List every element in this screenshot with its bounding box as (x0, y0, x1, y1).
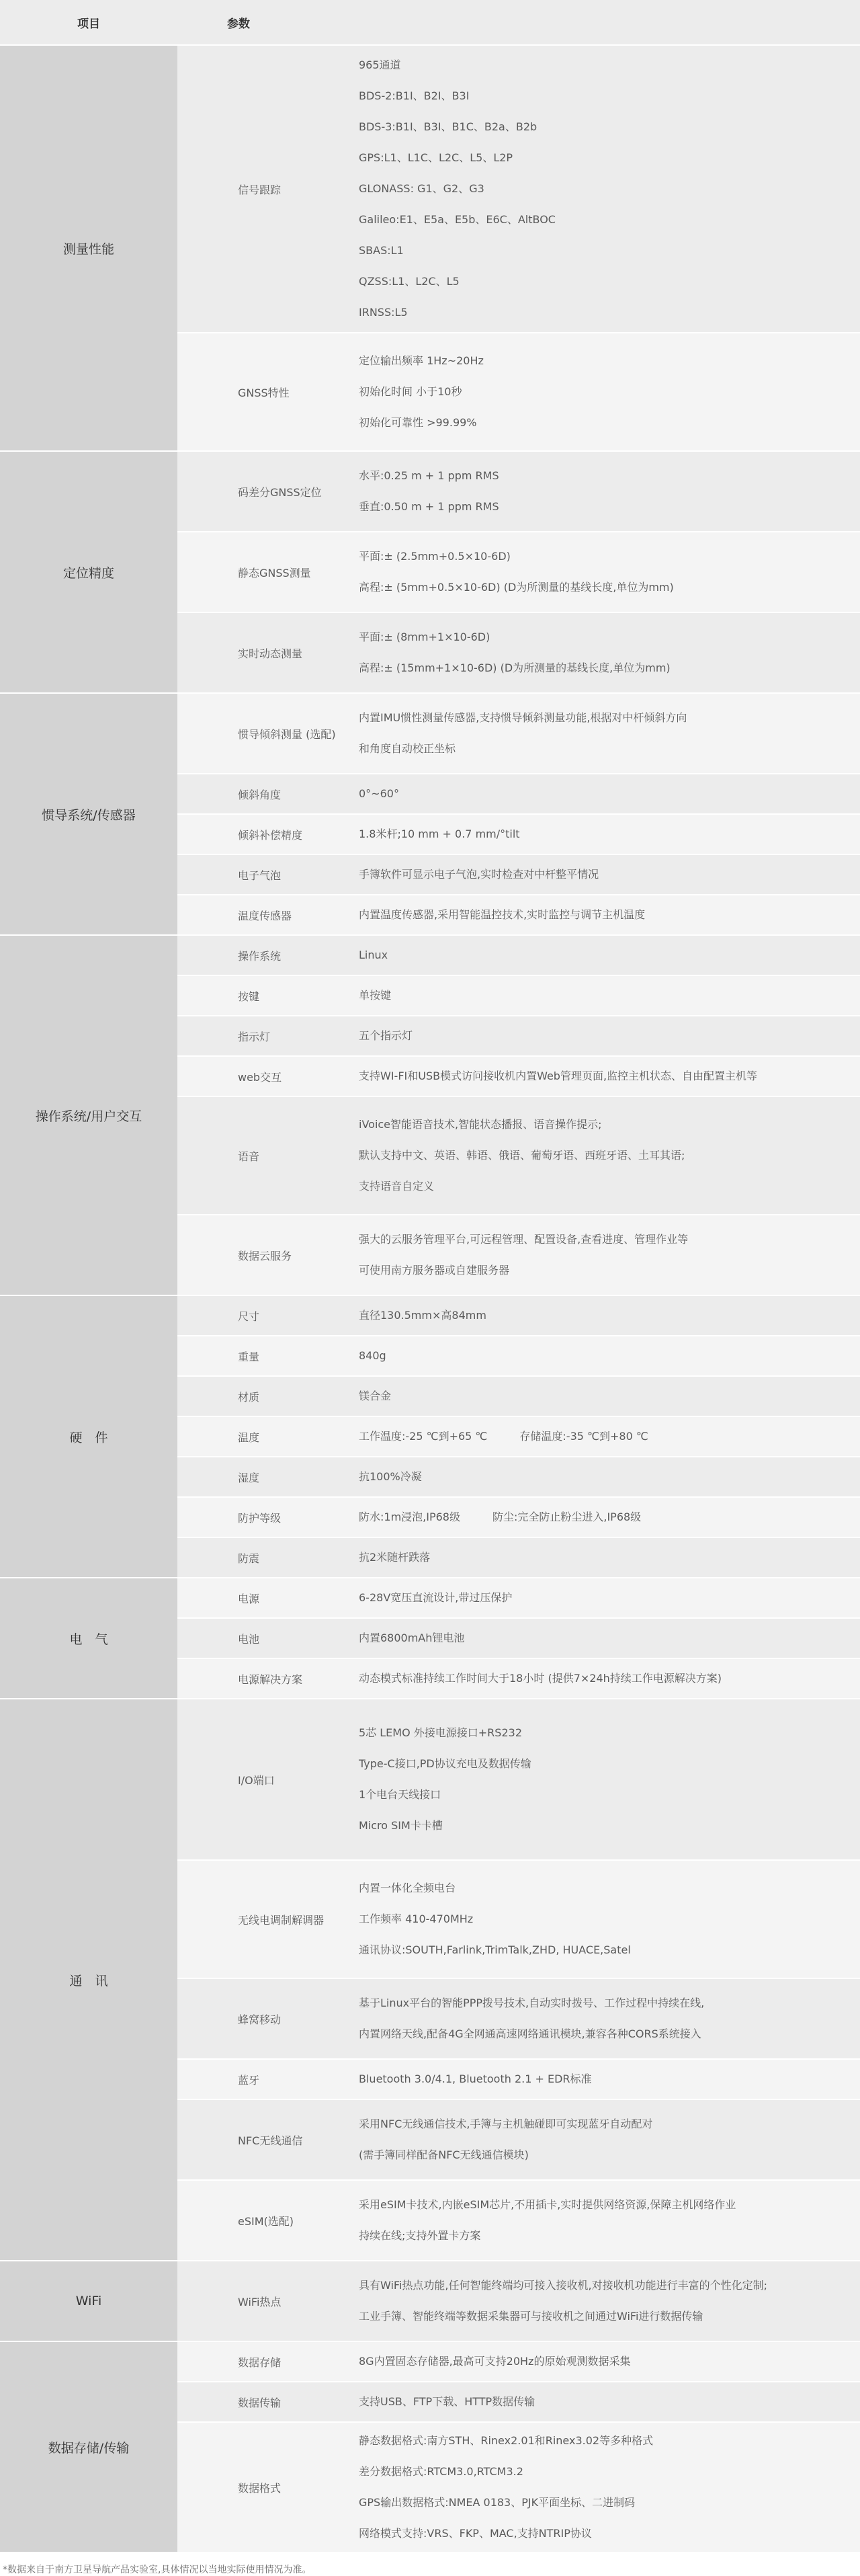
value-line: 工业手簿、智能终端等数据采集器可与接收机之间通过WiFi进行数据传输 (359, 2310, 703, 2323)
value-line: SBAS:L1 (359, 244, 404, 257)
value-line: 抗2米随杆跌落 (359, 1551, 431, 1564)
item-name: 数据云服务 (177, 1215, 355, 1295)
item-name: 数据传输 (177, 2382, 355, 2422)
value-line: 5芯 LEMO 外接电源接口+RS232 (359, 1726, 522, 1739)
value-line: 差分数据格式:RTCM3.0,RTCM3.2 (359, 2465, 523, 2478)
category-cell: 惯导系统/传感器 (0, 693, 177, 935)
category-cell: 通 讯 (0, 1699, 177, 2261)
item-value (355, 333, 860, 451)
item-name: 电源 (177, 1578, 355, 1618)
value-line: Bluetooth 3.0/4.1, Bluetooth 2.1 + EDR标准 (359, 2072, 592, 2085)
value-line: 0°~60° (359, 787, 399, 800)
item-name: 湿度 (177, 1457, 355, 1497)
item-value (355, 2180, 860, 2261)
value-line: 内置一体化全频电台 (359, 1882, 456, 1894)
item-value (355, 1658, 860, 1699)
item-value (355, 1016, 860, 1056)
value-line: Galileo:E1、E5a、E5b、E6C、AltBOC (359, 213, 556, 226)
item-value (355, 814, 860, 854)
value-line: 支持WI-FI和USB模式访问接收机内置Web管理页面,监控主机状态、自由配置主机等 (359, 1070, 758, 1082)
table-header-row (0, 0, 860, 45)
item-value (355, 2261, 860, 2341)
value-line: 支持语音自定义 (359, 1180, 435, 1193)
item-name: web交互 (177, 1056, 355, 1096)
item-name: 电子气泡 (177, 854, 355, 895)
category-cell: 操作系统/用户交互 (0, 935, 177, 1295)
item-name: 尺寸 (177, 1295, 355, 1336)
value-line: 平面:± (8mm+1×10-6D) (359, 631, 490, 643)
value-line: 抗100%冷凝 (359, 1470, 422, 1483)
value-line: Micro SIM卡卡槽 (359, 1819, 443, 1832)
item-name: 惯导倾斜测量 (选配) (177, 693, 355, 774)
value-line: 高程:± (5mm+0.5×10-6D) (D为所测量的基线长度,单位为mm) (359, 581, 674, 594)
value-line: Type-C接口,PD协议充电及数据传输 (359, 1757, 531, 1770)
table-row (0, 2261, 860, 2341)
value-line: 内置温度传感器,采用智能温控技术,实时监控与调节主机温度 (359, 908, 646, 921)
item-value (355, 2382, 860, 2422)
value-line: 直径130.5mm×高84mm (359, 1309, 486, 1322)
item-value (355, 2341, 860, 2382)
category-cell: 测量性能 (0, 45, 177, 451)
value-line: 水平:0.25 m + 1 ppm RMS (359, 469, 499, 482)
item-value (355, 1336, 860, 1376)
item-value (355, 895, 860, 935)
value-line: 采用NFC无线通信技术,手簿与主机触碰即可实现蓝牙自动配对 (359, 2118, 653, 2130)
value-line: QZSS:L1、L2C、L5 (359, 275, 460, 288)
value-line: 单按键 (359, 989, 392, 1002)
value-line: 965通道 (359, 58, 401, 71)
value-line: GPS输出数据格式:NMEA 0183、PJK平面坐标、二进制码 (359, 2496, 636, 2509)
value-line: 和角度自动校正坐标 (359, 742, 456, 755)
value-line: (需手簿同样配备NFC无线通信模块) (359, 2148, 529, 2161)
item-value (355, 854, 860, 895)
value-line: 内置网络天线,配备4G全网通高速网络通讯模块,兼容各种CORS系统接入 (359, 2027, 701, 2040)
table-row (0, 1295, 860, 1336)
item-value (355, 2422, 860, 2552)
value-line: 初始化可靠性 >99.99% (359, 416, 477, 429)
value-line: BDS-2:B1I、B2I、B3I (359, 89, 470, 102)
item-value (355, 975, 860, 1016)
value-line: 默认支持中文、英语、韩语、俄语、葡萄牙语、西班牙语、土耳其语; (359, 1149, 685, 1162)
table-row (0, 693, 860, 774)
item-value (355, 1860, 860, 1978)
item-value (355, 2059, 860, 2099)
item-value (355, 532, 860, 612)
item-name: 静态GNSS测量 (177, 532, 355, 612)
value-line: 动态模式标准持续工作时间大于18小时 (提供7×24h持续工作电源解决方案) (359, 1672, 722, 1685)
table-row (0, 1578, 860, 1618)
value-line: 支持USB、FTP下载、HTTP数据传输 (359, 2395, 535, 2408)
value-line: GLONASS: G1、G2、G3 (359, 182, 484, 195)
table-row (0, 1699, 860, 1860)
item-value (355, 1295, 860, 1336)
item-name: 防震 (177, 1537, 355, 1578)
table-row (0, 2341, 860, 2382)
item-value (355, 2099, 860, 2180)
value-line: 具有WiFi热点功能,任何智能终端均可接入接收机,对接收机功能进行丰富的个性化定制; (359, 2279, 767, 2292)
value-line: 通讯协议:SOUTH,Farlink,TrimTalk,ZHD, HUACE,Satel (359, 1943, 631, 1956)
item-name: GNSS特性 (177, 333, 355, 451)
value-line: 840g (359, 1349, 386, 1362)
header-params: 参数 (177, 0, 860, 45)
item-name: 电池 (177, 1618, 355, 1658)
item-value (355, 693, 860, 774)
value-line: 1.8米杆;10 mm + 0.7 mm/°tilt (359, 828, 520, 840)
value-line: BDS-3:B1I、B3I、B1C、B2a、B2b (359, 120, 538, 133)
item-name: 无线电调制解调器 (177, 1860, 355, 1978)
item-name: 温度传感器 (177, 895, 355, 935)
value-line: 内置6800mAh锂电池 (359, 1632, 465, 1644)
item-name: 按键 (177, 975, 355, 1016)
item-value (355, 45, 860, 333)
item-name: 电源解决方案 (177, 1658, 355, 1699)
item-name: 温度 (177, 1416, 355, 1457)
value-line: 手簿软件可显示电子气泡,实时检查对中杆整平情况 (359, 868, 599, 881)
item-value (355, 1056, 860, 1096)
item-name: 蜂窝移动 (177, 1978, 355, 2059)
value-line: 垂直:0.50 m + 1 ppm RMS (359, 500, 499, 513)
table-row (0, 935, 860, 975)
item-name: 实时动态测量 (177, 612, 355, 693)
header-item: 项目 (0, 0, 177, 45)
value-line: 6-28V宽压直流设计,带过压保护 (359, 1591, 513, 1604)
value-line: 1个电台天线接口 (359, 1788, 441, 1801)
value-line: 8G内置固态存储器,最高可支持20Hz的原始观测数据采集 (359, 2355, 631, 2368)
item-name: 码差分GNSS定位 (177, 451, 355, 532)
value-line: GPS:L1、L1C、L2C、L5、L2P (359, 151, 513, 164)
item-value (355, 451, 860, 532)
value-line: 平面:± (2.5mm+0.5×10-6D) (359, 550, 511, 563)
item-name: 重量 (177, 1336, 355, 1376)
value-line: 静态数据格式:南方STH、Rinex2.01和Rinex3.02等多种格式 (359, 2434, 654, 2447)
value-line: 工作频率 410-470MHz (359, 1913, 474, 1925)
value-line: 防水:1m浸泡,IP68级 防尘:完全防止粉尘进入,IP68级 (359, 1511, 642, 1523)
item-value (355, 935, 860, 975)
category-cell: 数据存储/传输 (0, 2341, 177, 2552)
value-line: 五个指示灯 (359, 1029, 413, 1042)
item-name: 蓝牙 (177, 2059, 355, 2099)
value-line: 定位输出频率 1Hz~20Hz (359, 354, 484, 367)
value-line: 可使用南方服务器或自建服务器 (359, 1264, 510, 1277)
value-line: 工作温度:-25 ℃到+65 ℃ 存储温度:-35 ℃到+80 ℃ (359, 1430, 648, 1443)
item-name: 数据格式 (177, 2422, 355, 2552)
value-line: 网络模式支持:VRS、FKP、MAC,支持NTRIP协议 (359, 2527, 592, 2540)
category-cell: 电 气 (0, 1578, 177, 1699)
value-line: 采用eSIM卡技术,内嵌eSIM芯片,不用插卡,实时提供网络资源,保障主机网络作业 (359, 2198, 736, 2211)
value-line: 持续在线;支持外置卡方案 (359, 2229, 481, 2242)
category-cell: 定位精度 (0, 451, 177, 693)
item-name: WiFi热点 (177, 2261, 355, 2341)
category-cell: 硬 件 (0, 1295, 177, 1578)
item-value (355, 1618, 860, 1658)
value-line: 内置IMU惯性测量传感器,支持惯导倾斜测量功能,根据对中杆倾斜方向 (359, 711, 687, 724)
item-value (355, 1215, 860, 1295)
table-row (0, 45, 860, 333)
item-value (355, 1537, 860, 1578)
item-name: eSIM(选配) (177, 2180, 355, 2261)
value-line: 基于Linux平台的智能PPP拨号技术,自动实时拨号、工作过程中持续在线, (359, 1997, 705, 2009)
item-name: I/O端口 (177, 1699, 355, 1860)
value-line: IRNSS:L5 (359, 306, 408, 319)
item-value (355, 1578, 860, 1618)
item-name: 指示灯 (177, 1016, 355, 1056)
item-name: 信号跟踪 (177, 45, 355, 333)
item-name: 倾斜角度 (177, 774, 355, 814)
footnote: *数据来自于南方卫星导航产品实验室,具体情况以当地实际使用情况为准。 (3, 2565, 312, 2575)
item-value (355, 1978, 860, 2059)
item-value (355, 612, 860, 693)
item-name: 倾斜补偿精度 (177, 814, 355, 854)
table-row (0, 451, 860, 532)
item-name: 操作系统 (177, 935, 355, 975)
item-name: 防护等级 (177, 1497, 355, 1537)
item-value (355, 1699, 860, 1860)
item-name: 材质 (177, 1376, 355, 1416)
value-line: 初始化时间 小于10秒 (359, 385, 462, 398)
value-line: Linux (359, 949, 388, 961)
value-line: 高程:± (15mm+1×10-6D) (D为所测量的基线长度,单位为mm) (359, 661, 671, 674)
value-line: iVoice智能语音技术,智能状态播报、语音操作提示; (359, 1118, 602, 1131)
item-value (355, 1497, 860, 1537)
item-name: 语音 (177, 1096, 355, 1215)
item-value (355, 1376, 860, 1416)
item-value (355, 1457, 860, 1497)
item-value (355, 774, 860, 814)
value-line: 强大的云服务管理平台,可远程管理、配置设备,查看进度、管理作业等 (359, 1233, 689, 1246)
item-name: 数据存储 (177, 2341, 355, 2382)
item-value (355, 1416, 860, 1457)
category-cell: WiFi (0, 2261, 177, 2341)
value-line: 镁合金 (359, 1390, 392, 1402)
item-name: NFC无线通信 (177, 2099, 355, 2180)
item-value (355, 1096, 860, 1215)
